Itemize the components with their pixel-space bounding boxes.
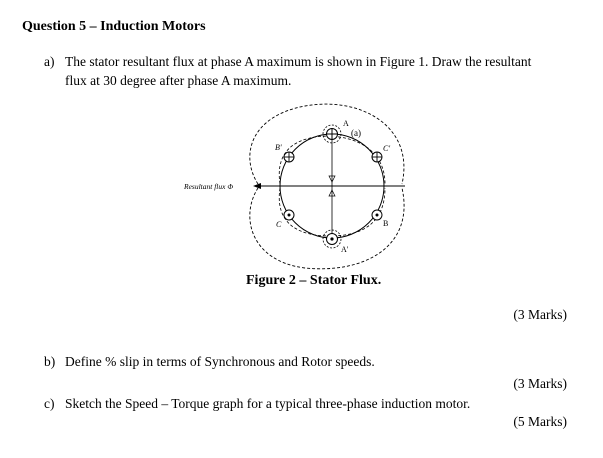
- label-c: C: [276, 220, 282, 229]
- part-b-text: Define % slip in terms of Synchronous and Rotor speeds.: [65, 354, 375, 369]
- label-b-prime: B': [275, 143, 282, 152]
- part-b-label: b): [44, 354, 56, 369]
- label-a: A: [343, 119, 349, 128]
- flux-loop-upper: [250, 104, 404, 184]
- part-c-text: Sketch the Speed – Torque graph for a typical three-phase induction motor.: [65, 396, 471, 411]
- part-c-label: c): [44, 396, 55, 411]
- part-c-marks: (5 Marks): [513, 414, 567, 429]
- figure-caption: Figure 2 – Stator Flux.: [246, 273, 382, 288]
- part-b-marks: (3 Marks): [513, 376, 567, 391]
- part-a-label: a): [44, 54, 55, 69]
- label-a-paren: (a): [351, 128, 361, 138]
- label-b: B: [383, 219, 389, 228]
- part-a-marks: (3 Marks): [513, 307, 567, 322]
- resultant-flux-arrow: [253, 183, 261, 189]
- label-a-prime: A': [341, 245, 349, 254]
- part-a-text-line1: The stator resultant flux at phase A maximum is shown in Figure 1. Draw the resultant: [65, 54, 532, 69]
- stator-flux-figure: [180, 96, 430, 276]
- flux-loop-lower: [250, 188, 404, 269]
- label-c-prime: C': [383, 144, 391, 153]
- conductor-c: [284, 210, 294, 220]
- conductor-b-prime: [284, 152, 294, 162]
- question-title: Question 5 – Induction Motors: [22, 19, 206, 34]
- resultant-flux-label: Resultant flux Φ: [184, 182, 234, 191]
- conductor-b: [372, 210, 382, 220]
- part-a-text-line2: flux at 30 degree after phase A maximum.: [65, 73, 292, 88]
- conductor-c-prime: [372, 152, 382, 162]
